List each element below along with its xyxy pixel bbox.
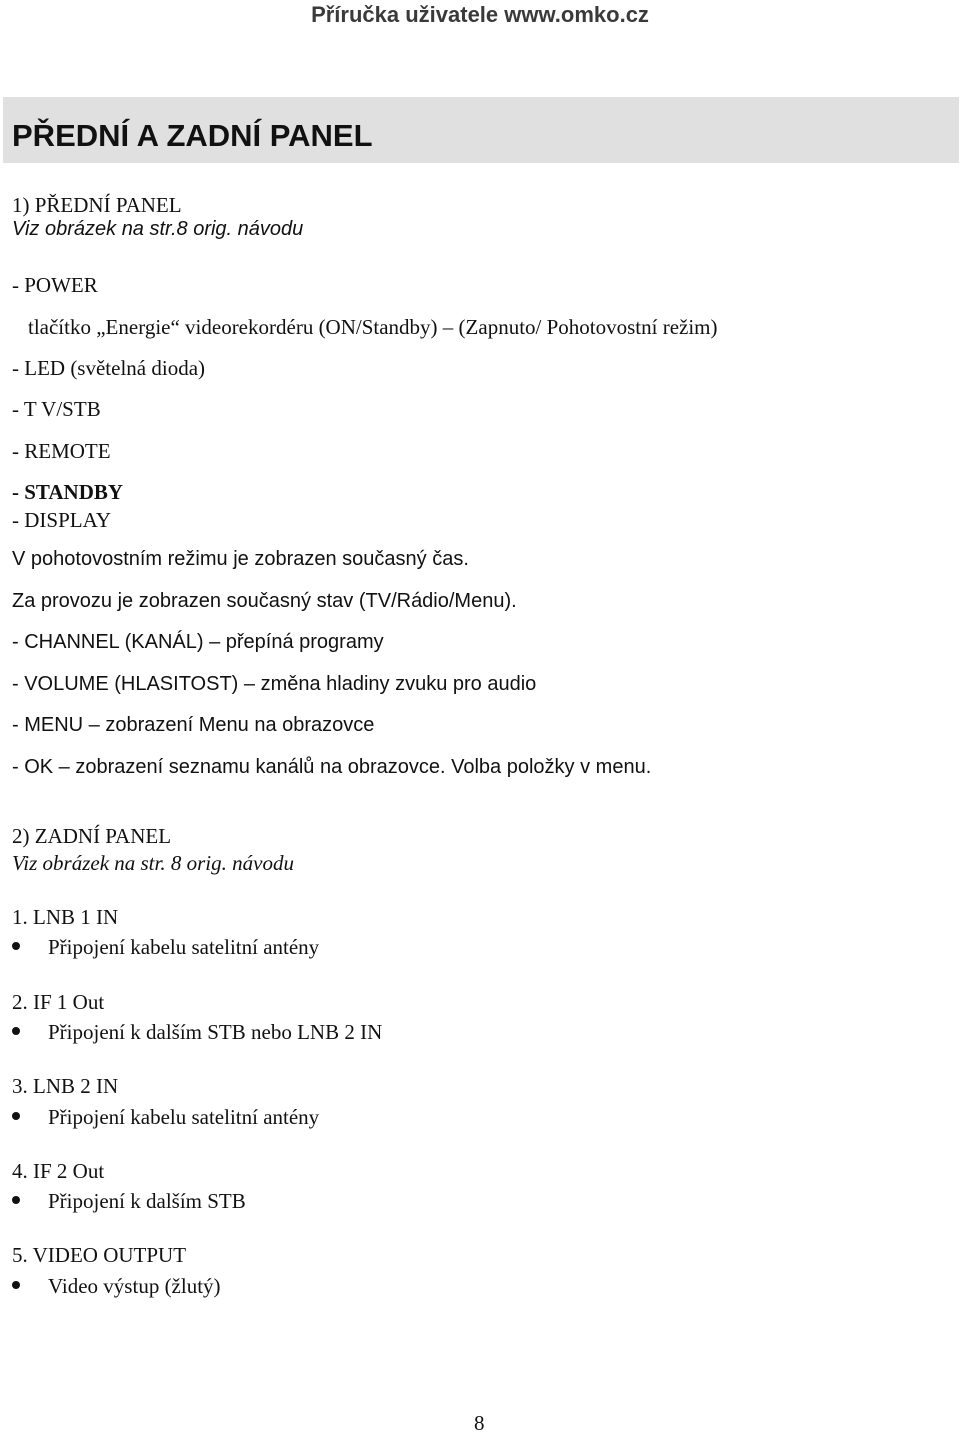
rear-item-desc: Video výstup (žlutý) (48, 1274, 221, 1298)
page-title: PŘEDNÍ A ZADNÍ PANEL (12, 118, 373, 153)
bullet-icon (12, 1112, 20, 1120)
front-panel-heading: 1) PŘEDNÍ PANEL (12, 193, 182, 217)
display-desc-2: Za provozu je zobrazen současný stav (TV/Rádio/Menu). (12, 590, 517, 612)
item-led: - LED (světelná dioda) (12, 356, 206, 380)
item-remote: - REMOTE (12, 439, 111, 463)
rear-panel-heading: 2) ZADNÍ PANEL (12, 824, 172, 848)
rear-item-desc: Připojení k dalším STB (48, 1189, 246, 1213)
bullet-icon (12, 1027, 20, 1035)
rear-item-desc: Připojení k dalším STB nebo LNB 2 IN (48, 1020, 383, 1044)
item-tvstb: - T V/STB (12, 397, 101, 421)
page-number: 8 (474, 1411, 485, 1435)
bullet-icon (12, 942, 20, 950)
item-power: - POWER (12, 273, 98, 297)
display-desc-1: V pohotovostním režimu je zobrazen současný čas. (12, 548, 469, 570)
item-standby: - STANDBY (12, 480, 124, 504)
bullet-icon (12, 1196, 20, 1204)
page-header: Příručka uživatele www.omko.cz (311, 2, 649, 27)
item-volume: - VOLUME (HLASITOST) – změna hladiny zvuku pro audio (12, 673, 537, 695)
item-power-desc: tlačítko „Energie“ videorekordéru (ON/Standby) – (Zapnuto/ Pohotovostní režim) (28, 315, 718, 339)
item-ok: - OK – zobrazení seznamu kanálů na obrazovce. Volba položky v menu. (12, 756, 652, 778)
rear-item-label: 5. VIDEO OUTPUT (12, 1243, 187, 1267)
front-panel-ref: Viz obrázek na str.8 orig. návodu (12, 218, 304, 240)
bullet-icon (12, 1281, 20, 1289)
rear-item-label: 3. LNB 2 IN (12, 1074, 119, 1098)
rear-item-label: 1. LNB 1 IN (12, 905, 119, 929)
rear-panel-ref: Viz obrázek na str. 8 orig. návodu (12, 851, 294, 875)
rear-item-desc: Připojení kabelu satelitní antény (48, 935, 320, 959)
item-channel: - CHANNEL (KANÁL) – přepíná programy (12, 631, 384, 653)
item-menu: - MENU – zobrazení Menu na obrazovce (12, 714, 375, 736)
rear-item-label: 4. IF 2 Out (12, 1159, 105, 1183)
item-display: - DISPLAY (12, 508, 111, 532)
rear-item-desc: Připojení kabelu satelitní antény (48, 1105, 320, 1129)
rear-item-label: 2. IF 1 Out (12, 990, 105, 1014)
